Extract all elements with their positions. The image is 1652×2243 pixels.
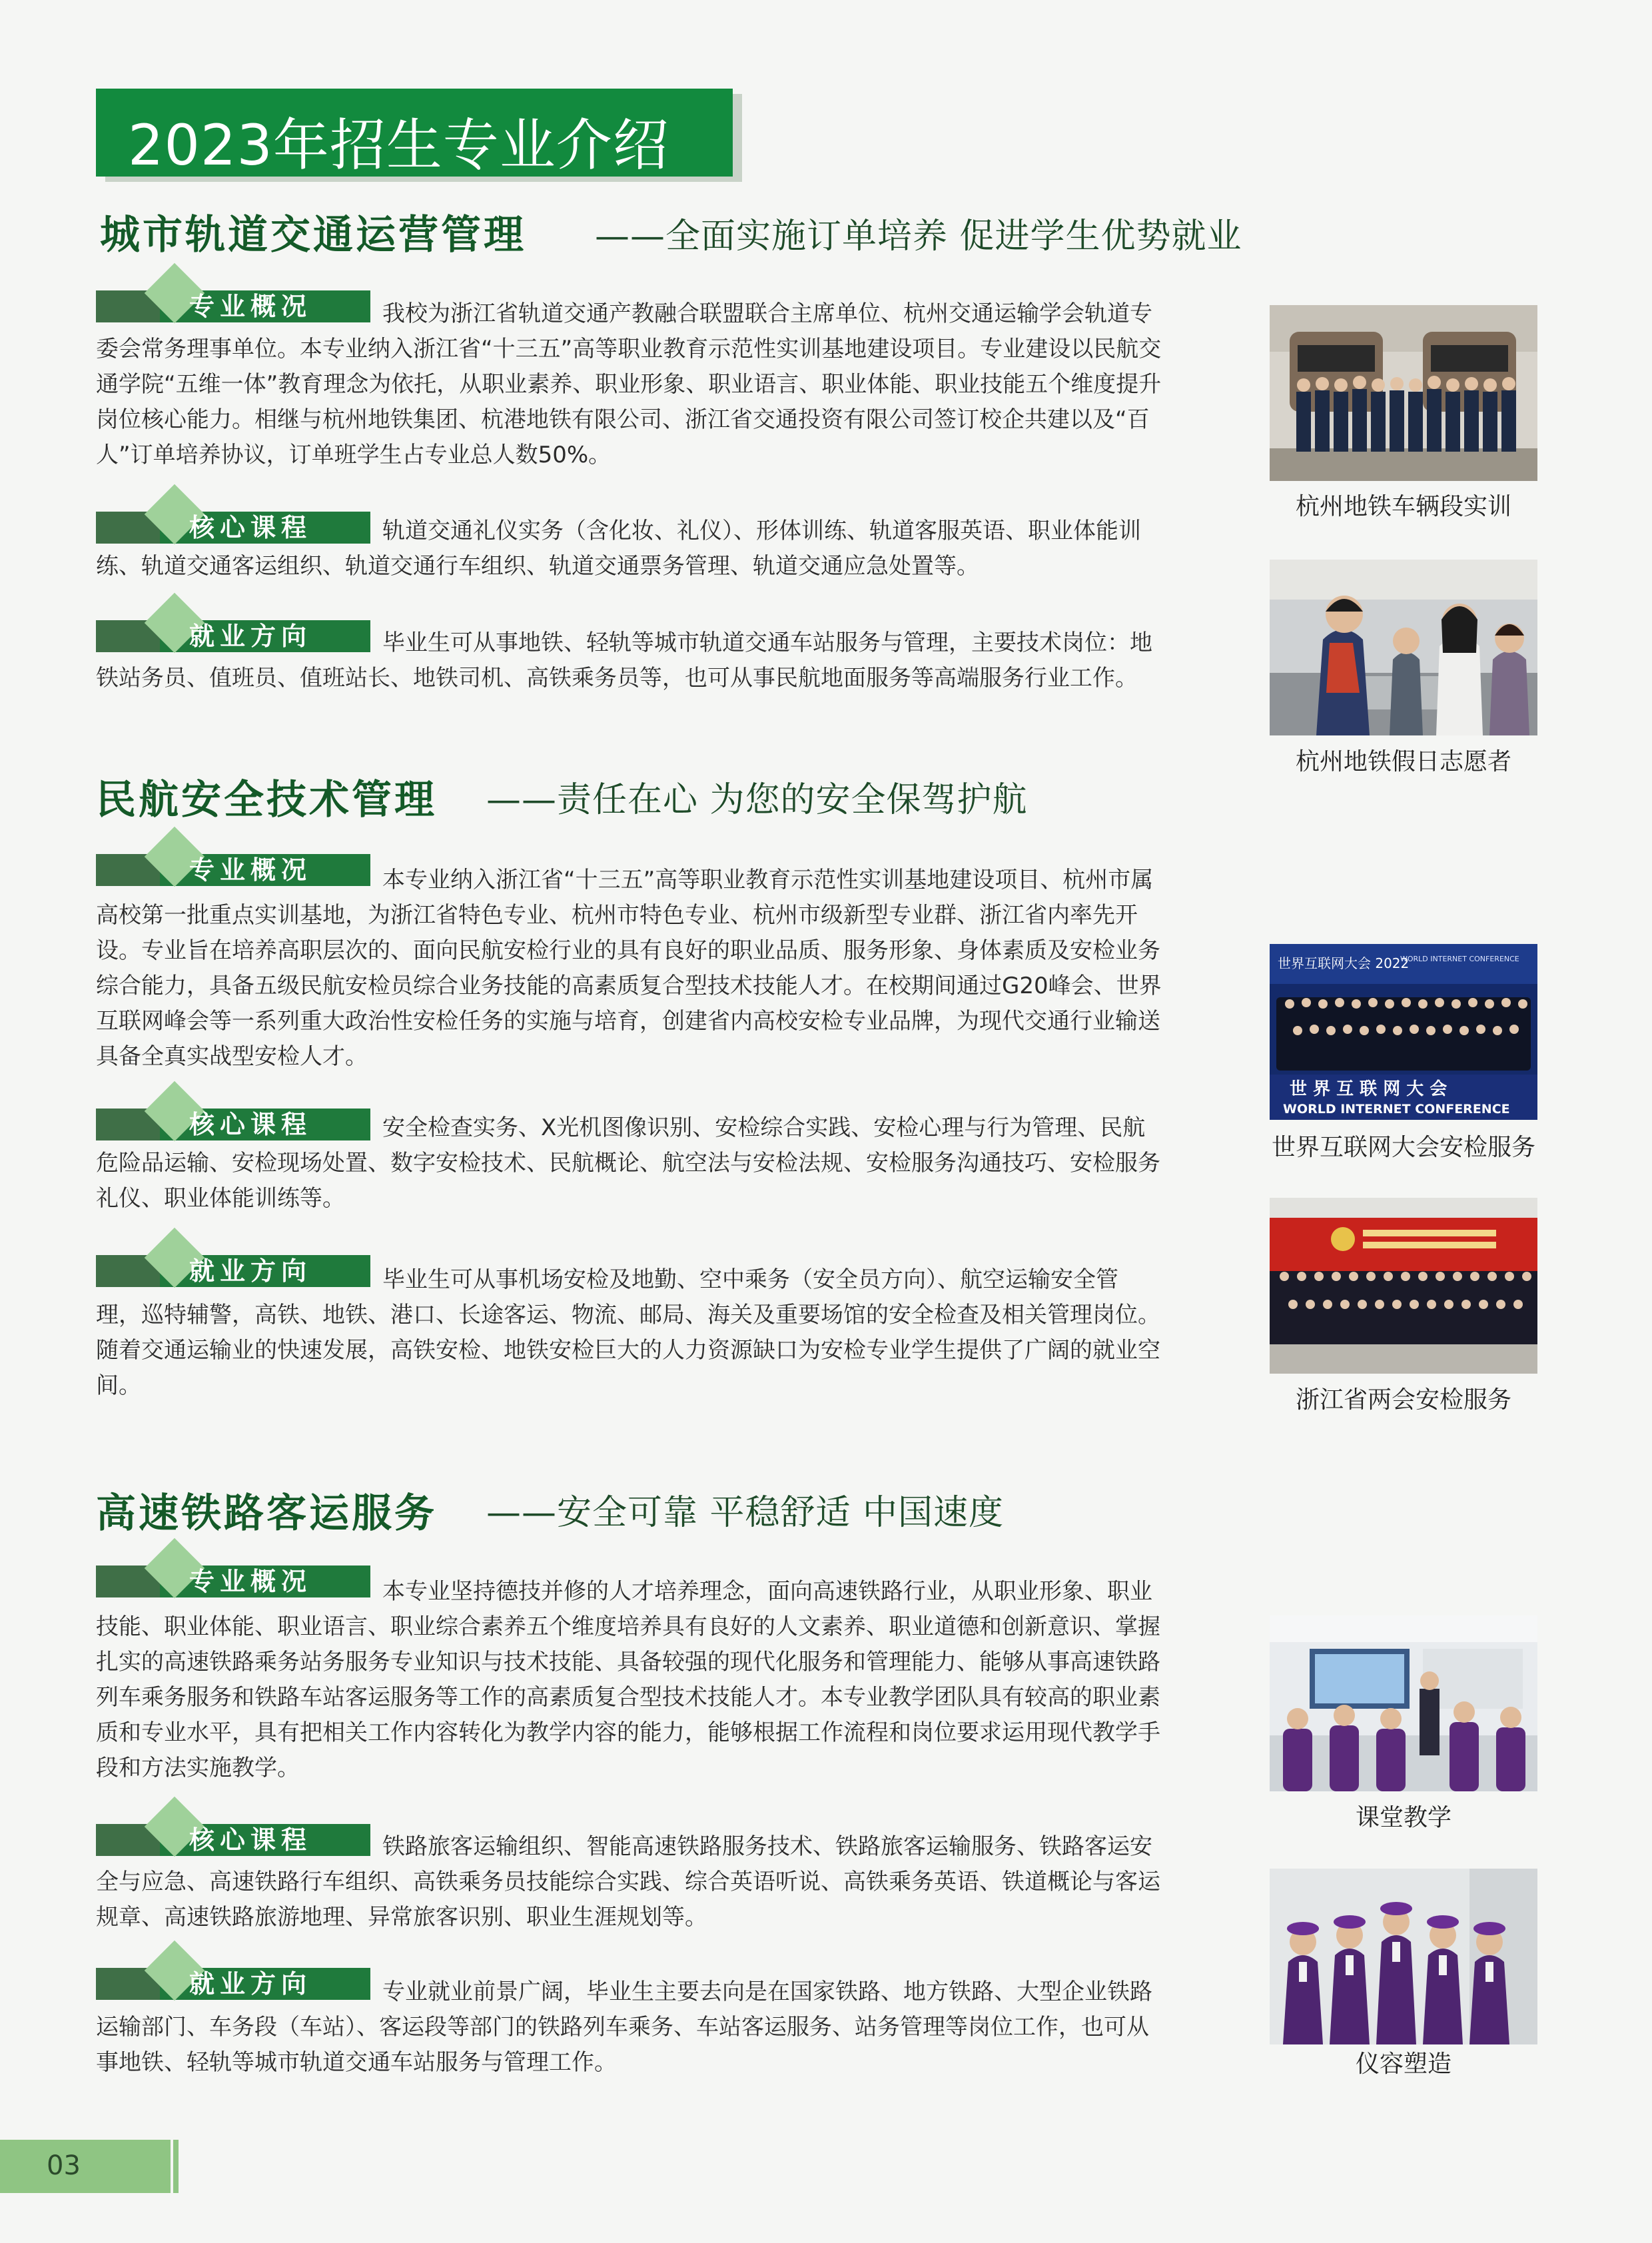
photo-caption: 课堂教学 [1355, 1804, 1451, 1831]
banner-text-english: WORLD INTERNET CONFERENCE [1400, 955, 1519, 963]
photo-classroom [1270, 1615, 1537, 1791]
photo-provincial-sessions [1270, 1198, 1537, 1374]
section-text: 安全检查实务、X光机图像识别、安检综合实践、安检心理与行为管理、民航危险品运输、安检现场处置、数字安检技术、民航概论、航空法与安检法规、安检服务沟通技巧、安检服务礼仪、职业体能训练等。 [96, 1115, 1160, 1212]
section-text: 我校为浙江省轨道交通产教融合联盟联合主席单位、杭州交通运输学会轨道专委会常务理事单位。本专业纳入浙江省“十三五”高等职业教育示范性实训基地建设项目。专业建设以民航交通学院“五维一体”教育理念为依托，从职业素养、职业形象、职业语言、职业体能、职业技能五个维度提升岗位核心能力。相继与杭州地铁集团、杭港地铁有限公司、浙江省交通投资有限公司签订校企共建以及“百人”订单培养协议，订单班学生占专业总人数50%。 [96, 300, 1162, 468]
floor-text: 世 界 互 联 网 大 会 [1290, 1079, 1447, 1099]
section-text: 本专业坚持德技并修的人才培养理念，面向高速铁路行业，从职业形象、职业技能、职业体能、职业语言、职业综合素养五个维度培养具有良好的人文素养、职业道德和创新意识、掌握扎实的高速铁路乘务站务服务专业知识与技术技能、具备较强的现代化服务和管理能力、能够从事高速铁路列车乘务服务和铁路车站客运服务等工作的高素质复合型技术技能人才。本专业教学团队具有较高的职业素质和专业水平，具有把相关工作内容转化为教学内容的能力，能够根据工作流程和岗位要求运用现代教学手段和方法实施教学。 [96, 1578, 1160, 1781]
major-subtitle: ——全面实施订单培养 促进学生优势就业 [595, 217, 1242, 256]
floor-text-english: WORLD INTERNET CONFERENCE [1283, 1102, 1510, 1117]
section-text: 毕业生可从事机场安检及地勤、空中乘务（安全员方向）、航空运输安全管理，巡特辅警，高铁、地铁、港口、长途客运、物流、邮局、海关及重要场馆的安全检查及相关管理岗位。随着交通运输业的快速发展，高铁安检、地铁安检巨大的人力资源缺口为安检专业学生提供了广阔的就业空间。 [96, 1266, 1160, 1399]
photo-world-internet-conference [1270, 944, 1537, 1120]
banner-text: 世界互联网大会 2022 [1278, 955, 1410, 971]
section-text: 轨道交通礼仪实务（含化妆、礼仪）、形体训练、轨道客服英语、职业体能训练、轨道交通客运组织、轨道交通行车组织、轨道交通票务管理、轨道交通应急处置等。 [96, 518, 1141, 580]
major-title: 高速铁路客运服务 [96, 1490, 437, 1537]
photo-depot-training [1270, 305, 1537, 481]
section-tag-label: 核心课程 [189, 1825, 312, 1855]
photo-caption: 杭州地铁假日志愿者 [1295, 748, 1511, 775]
section-tag-label: 专业概况 [189, 292, 312, 321]
section-tag-label: 专业概况 [189, 855, 312, 885]
section-text: 毕业生可从事地铁、轻轨等城市轨道交通车站服务与管理，主要技术岗位：地铁站务员、值班员、值班站长、地铁司机、高铁乘务员等，也可从事民航地面服务等高端服务行业工作。 [96, 630, 1152, 691]
section-text: 专业就业前景广阔，毕业生主要去向是在国家铁路、地方铁路、大型企业铁路运输部门、车务段（车站）、客运段等部门的铁路列车乘务、车站客运服务、站务管理等岗位工作，也可从事地铁、轻轨等城市轨道交通车站服务与管理工作。 [96, 1979, 1152, 2076]
photo-metro-volunteers [1270, 560, 1537, 735]
photo-caption: 杭州地铁车辆段实训 [1295, 493, 1511, 520]
section-tag-label: 就业方向 [189, 1256, 312, 1286]
major-title: 城市轨道交通运营管理 [100, 212, 526, 258]
footer-bar [0, 2140, 171, 2193]
section-tag-label: 核心课程 [189, 513, 312, 542]
major-subtitle: ——责任在心 为您的安全保驾护航 [486, 780, 1028, 820]
major-subtitle: ——安全可靠 平稳舒适 中国速度 [486, 1493, 1005, 1533]
page-title: 2023年招生专业介绍 [128, 113, 669, 178]
section-text: 铁路旅客运输组织、智能高速铁路服务技术、铁路旅客运输服务、铁路客运安全与应急、高速铁路行车组织、高铁乘务员技能综合实践、综合英语听说、高铁乘务英语、铁道概论与客运规章、高速铁路旅游地理、异常旅客识别、职业生涯规划等。 [96, 1833, 1160, 1931]
section-text: 本专业纳入浙江省“十三五”高等职业教育示范性实训基地建设项目、杭州市属高校第一批重点实训基地，为浙江省特色专业、杭州市特色专业、杭州市级新型专业群、浙江省内率先开设。专业旨在培养高职层次的、面向民航安检行业的具有良好的职业品质、服务形象、身体素质及安检业务综合能力，具备五级民航安检员综合业务技能的高素质复合型技术技能人才。在校期间通过G20峰会、世界互联网峰会等一系列重大政治性安检任务的实施与培育，创建省内高校安检专业品牌，为现代交通行业输送具备全真实战型安检人才。 [96, 867, 1162, 1070]
page-number: 03 [47, 2150, 81, 2181]
photo-caption: 仪容塑造 [1355, 2050, 1451, 2078]
section-tag-label: 就业方向 [189, 1969, 312, 1999]
footer-edge [173, 2140, 179, 2193]
photo-caption: 世界互联网大会安检服务 [1271, 1134, 1535, 1161]
page-title-banner [96, 89, 733, 177]
photo-grooming [1270, 1869, 1537, 2044]
photo-caption: 浙江省两会安检服务 [1295, 1386, 1511, 1414]
section-tag-label: 就业方向 [189, 622, 312, 651]
section-tag-label: 专业概况 [189, 1567, 312, 1596]
major-title: 民航安全技术管理 [96, 777, 437, 823]
section-tag-label: 核心课程 [189, 1110, 312, 1139]
